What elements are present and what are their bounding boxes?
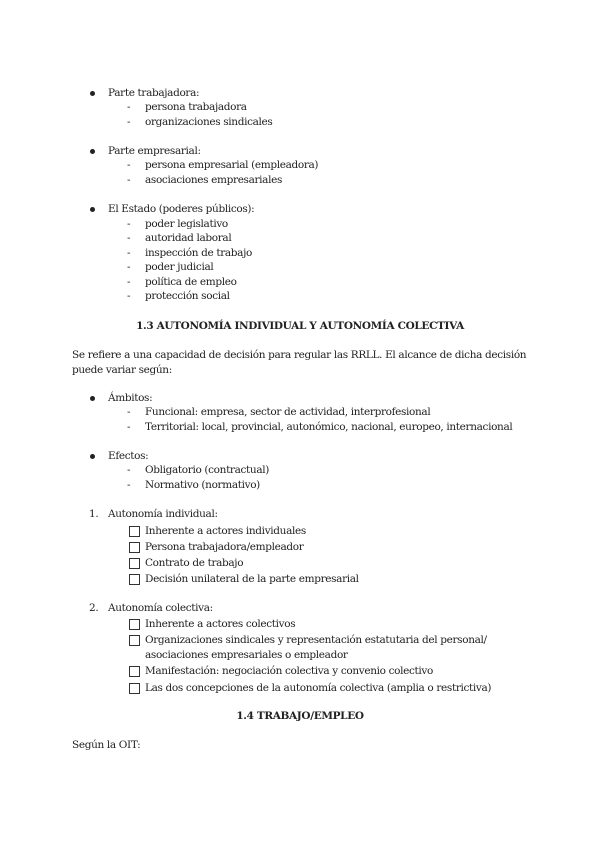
checkbox-icon — [129, 635, 140, 646]
dash-icon: - — [127, 116, 131, 128]
dash-icon: - — [127, 159, 131, 171]
checklist-item: Inherente a actores individuales — [145, 525, 306, 537]
list-subitem: protección social — [145, 290, 230, 302]
list-subitem: organizaciones sindicales — [145, 116, 273, 128]
checklist-item: Inherente a actores colectivos — [145, 618, 296, 630]
dash-icon: - — [127, 406, 131, 418]
list-item: Autonomía individual: — [108, 508, 218, 520]
list-subitem: poder legislativo — [145, 218, 228, 230]
dash-icon: - — [127, 464, 131, 476]
bullet-icon — [90, 207, 95, 212]
list-subitem: asociaciones empresariales — [145, 174, 283, 186]
checklist-item: Organizaciones sindicales y representación estatutaria del personal/ — [145, 634, 487, 646]
paragraph-line: puede variar según: — [72, 364, 172, 376]
dash-icon: - — [127, 218, 131, 230]
list-subitem: política de empleo — [145, 276, 237, 288]
paragraph-line: Se refiere a una capacidad de decisión para regular las RRLL. El alcance de dicha decisión — [72, 349, 527, 361]
checklist-item-continuation: asociaciones empresariales o empleador — [145, 649, 348, 661]
list-number: 2. — [89, 602, 99, 614]
section-heading: 1.3 AUTONOMÍA INDIVIDUAL Y AUTONOMÍA COLECTIVA — [136, 320, 464, 332]
bullet-icon — [90, 454, 95, 459]
dash-icon: - — [127, 290, 131, 302]
checklist-item: Manifestación: negociación colectiva y convenio colectivo — [145, 665, 433, 677]
list-item: Ámbitos: — [108, 392, 153, 404]
dash-icon: - — [127, 247, 131, 259]
checkbox-icon — [129, 574, 140, 585]
paragraph-line: Según la OIT: — [72, 739, 141, 751]
dash-icon: - — [127, 232, 131, 244]
list-subitem: poder judicial — [145, 261, 214, 273]
list-number: 1. — [89, 508, 99, 520]
checkbox-icon — [129, 558, 140, 569]
list-item: Parte empresarial: — [108, 145, 201, 157]
bullet-icon — [90, 91, 95, 96]
bullet-icon — [90, 396, 95, 401]
list-subitem: Funcional: empresa, sector de actividad, interprofesional — [145, 406, 431, 418]
list-subitem: Obligatorio (contractual) — [145, 464, 269, 476]
list-subitem: persona trabajadora — [145, 101, 247, 113]
checkbox-icon — [129, 619, 140, 630]
dash-icon: - — [127, 261, 131, 273]
list-item: El Estado (poderes públicos): — [108, 203, 255, 215]
list-item: Autonomía colectiva: — [108, 602, 213, 614]
checklist-item: Decisión unilateral de la parte empresarial — [145, 573, 359, 585]
dash-icon: - — [127, 421, 131, 433]
list-subitem: inspección de trabajo — [145, 247, 252, 259]
checkbox-icon — [129, 526, 140, 537]
dash-icon: - — [127, 479, 131, 491]
section-heading: 1.4 TRABAJO/EMPLEO — [236, 710, 364, 722]
dash-icon: - — [127, 276, 131, 288]
list-subitem: Normativo (normativo) — [145, 479, 260, 491]
list-subitem: Territorial: local, provincial, autonómico, nacional, europeo, internacional — [145, 421, 513, 433]
checkbox-icon — [129, 666, 140, 677]
checkbox-icon — [129, 683, 140, 694]
checklist-item: Las dos concepciones de la autonomía colectiva (amplia o restrictiva) — [145, 682, 492, 694]
dash-icon: - — [127, 174, 131, 186]
dash-icon: - — [127, 101, 131, 113]
bullet-icon — [90, 149, 95, 154]
checklist-item: Contrato de trabajo — [145, 557, 244, 569]
checkbox-icon — [129, 542, 140, 553]
checklist-item: Persona trabajadora/empleador — [145, 541, 304, 553]
list-item: Efectos: — [108, 450, 149, 462]
list-item: Parte trabajadora: — [108, 87, 200, 99]
list-subitem: autoridad laboral — [145, 232, 232, 244]
list-subitem: persona empresarial (empleadora) — [145, 159, 319, 171]
